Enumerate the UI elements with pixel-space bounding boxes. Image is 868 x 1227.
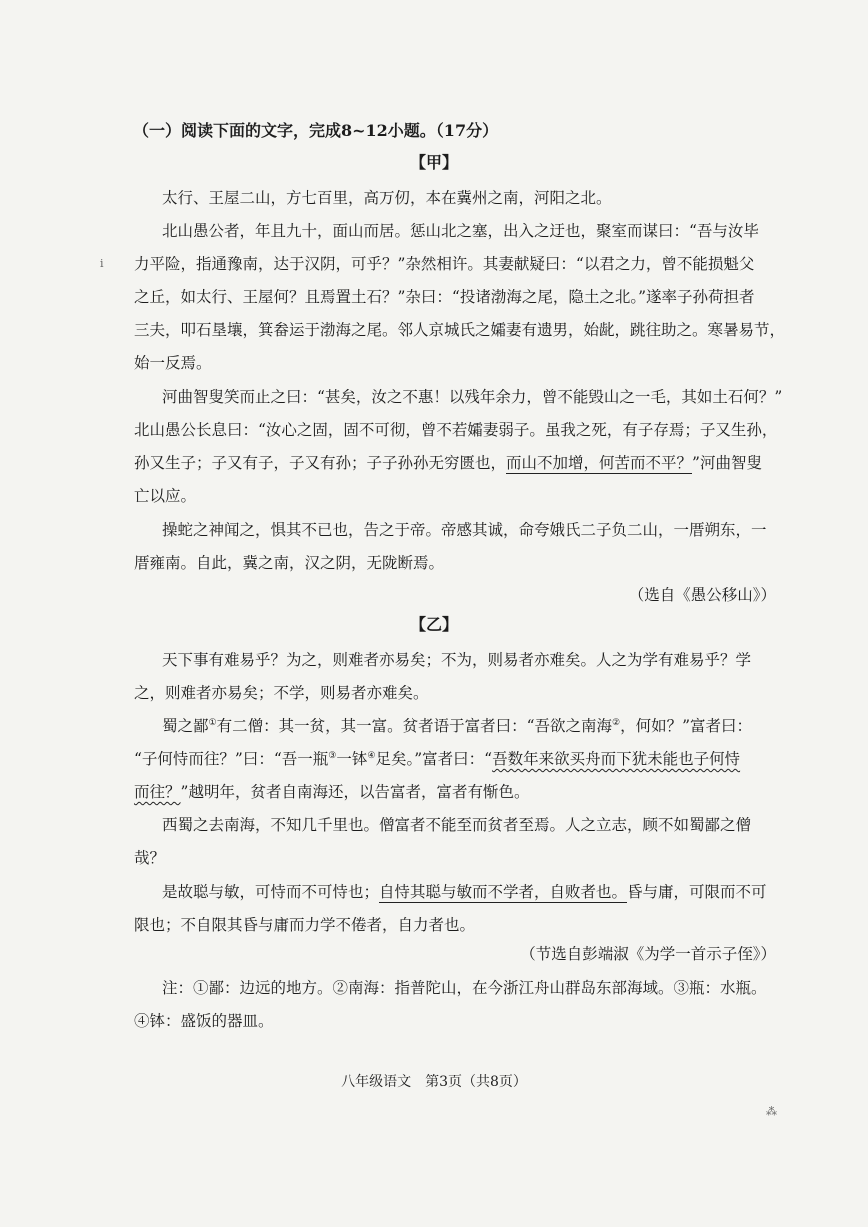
passage-line: 北山愚公长息曰：“汝心之固，固不可彻，曾不若孀妻弱子。虽我之死，有子存焉；子又生孙，	[134, 421, 778, 439]
scan-mark: ⅰ	[100, 257, 104, 270]
passage-line: 之丘，如太行、王屋何？且焉置土石？”杂曰：“投诸渤海之尾，隐土之北。”遂率子孙荷担者	[134, 288, 755, 306]
passage-line: 蜀之鄙①有二僧：其一贫，其一富。贫者语于富者曰：“吾欲之南海②，何如？”富者曰：	[162, 717, 753, 735]
annotation-line: 注：①鄙：边远的地方。②南海：指普陀山，在今浙江舟山群岛东部海域。③瓶：水瓶。	[162, 979, 767, 997]
passage-line: 太行、王屋二山，方七百里，高万仞，本在冀州之南，河阳之北。	[162, 189, 612, 207]
wavy-underlined-sentence: 而往？	[134, 783, 181, 801]
passage-yi-title: 【乙】	[409, 615, 458, 634]
footnote-marker: ②	[612, 717, 621, 728]
source-note: （选自《愚公移山》）	[628, 586, 776, 604]
annotation-line: ④钵：盛饭的器皿。	[134, 1012, 274, 1030]
passage-line: 限也；不自限其昏与庸而力学不倦者，自力者也。	[134, 916, 476, 934]
passage-line: 三夫，叩石垦壤，箕畚运于渤海之尾。邻人京城氏之孀妻有遗男，始龀，跳往助之。寒暑易节，	[134, 321, 786, 339]
passage-line: 天下事有难易乎？为之，则难者亦易矣；不为，则易者亦难矣。人之为学有难易乎？学	[162, 651, 752, 669]
passage-line: 孙又生子；子又有子，子又有孙；子子孙孙无穷匮也，而山不加增，何苦而不平？”河曲智叟	[134, 454, 762, 472]
underlined-sentence: 而山不加增，何苦而不平？	[506, 454, 693, 472]
passage-line: 而往？”越明年，贫者自南海还，以告富者，富者有惭色。	[134, 783, 530, 801]
passage-line: 是故聪与敏，可恃而不可恃也；自恃其聪与敏而不学者，自败者也。昏与庸，可限而不可	[162, 883, 767, 901]
passage-line: 操蛇之神闻之，惧其不已也，告之于帝。帝感其诚，命夸娥氏二子负二山，一厝朔东，一	[162, 521, 767, 539]
footnote-marker: ①	[208, 717, 217, 728]
passage-line: 始一反焉。	[134, 354, 212, 372]
passage-line: 厝雍南。自此，冀之南，汉之阴，无陇断焉。	[134, 554, 445, 572]
passage-line: “子何恃而往？”曰：“吾一瓶③一钵④足矣。”富者曰：“吾数年来欲买舟而下犹未能也子何恃	[134, 750, 741, 768]
passage-line: 哉？	[134, 849, 166, 867]
footnote-marker: ③	[328, 750, 337, 761]
passage-line: 河曲智叟笑而止之曰：“甚矣，汝之不惠！以残年余力，曾不能毁山之一毛，其如土石何？”	[162, 388, 783, 406]
page-footer: 八年级语文 第3页（共8页）	[341, 1074, 527, 1090]
passage-line: 西蜀之去南海，不知几千里也。僧富者不能至而贫者至焉。人之立志，顾不如蜀鄙之僧	[162, 816, 752, 834]
section-heading: （一）阅读下面的文字，完成8~12小题。（17分）	[133, 121, 499, 140]
scan-mark: ⁂	[766, 1105, 777, 1118]
underlined-sentence: 自恃其聪与敏而不学者，自败者也。	[379, 883, 628, 901]
passage-line: 亡以应。	[134, 487, 197, 505]
passage-jia-title: 【甲】	[409, 153, 458, 172]
source-note: （节选自彭端淑《为学一首示子侄》）	[520, 945, 776, 963]
wavy-underlined-sentence: 吾数年来欲买舟而下犹未能也子何恃	[492, 750, 741, 768]
passage-line: 力平险，指通豫南，达于汉阴，可乎？”杂然相许。其妻献疑曰：“以君之力，曾不能损魁父	[134, 255, 755, 273]
passage-line: 北山愚公者，年且九十，面山而居。惩山北之塞，出入之迂也，聚室而谋曰：“吾与汝毕	[162, 222, 759, 240]
footnote-marker: ④	[367, 750, 376, 761]
passage-line: 之，则难者亦易矣；不学，则易者亦难矣。	[134, 684, 429, 702]
